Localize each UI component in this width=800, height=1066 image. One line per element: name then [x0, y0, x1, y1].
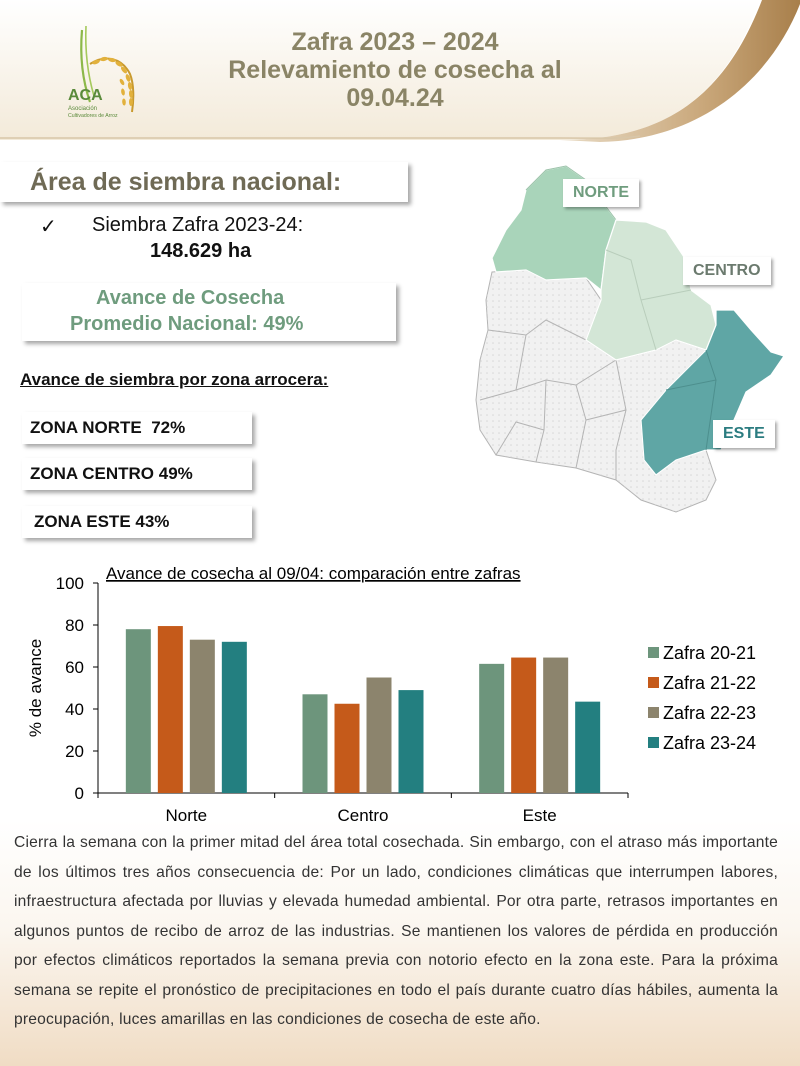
y-tick-label: 80	[65, 616, 84, 635]
zona-centro-label: ZONA CENTRO 49%	[30, 464, 193, 483]
bar	[543, 658, 568, 793]
legend-label: Zafra 21-22	[663, 673, 757, 693]
checkmark-icon: ✓	[40, 216, 57, 238]
logo-acronym: ACA	[68, 87, 103, 104]
map-label-centro: CENTRO	[683, 257, 771, 285]
area-title: Área de siembra nacional:	[30, 168, 342, 196]
siembra-label: Siembra Zafra 2023-24:	[92, 214, 304, 236]
legend-swatch	[648, 677, 659, 688]
category-label: Norte	[165, 806, 208, 825]
legend-swatch	[648, 737, 659, 748]
avance-line-2: Promedio Nacional: 49%	[70, 313, 304, 335]
bar	[575, 702, 600, 793]
bar	[158, 626, 183, 793]
chart-title: Avance de cosecha al 09/04: comparación entre zafras	[106, 564, 521, 583]
bar	[222, 642, 247, 793]
y-tick-label: 100	[55, 574, 84, 593]
y-tick-label: 0	[74, 784, 84, 803]
chart-svg	[0, 560, 800, 830]
zona-centro-box	[22, 458, 252, 490]
legend-label: Zafra 20-21	[663, 643, 757, 663]
title-line-1: Zafra 2023 – 2024	[291, 28, 499, 56]
legend-swatch	[648, 647, 659, 658]
bar	[303, 694, 328, 793]
zona-heading: Avance de siembra por zona arrocera:	[20, 370, 329, 389]
summary-paragraph: Cierra la semana con la primer mitad del área total cosechada. Sin embargo, con el atraso más importante de los últimos tres años consecuencia de: Por un lado, condiciones climáticas que interrumpen labores, infraestructura afectada por lluvias y elevada humedad ambiental. Por otra parte, retrasos importantes en algunos puntos de recibo de arroz de las industrias. Se mantienen los valores de pérdida en producción por efectos climáticos reportados la semana previa con notorio efecto en la zona este. Para la próxima semana se repite el pronóstico de precipitaciones en todo el país durante cuatro días hábiles, aumenta la preocupación, luces amarillas en las condiciones de cosecha de este año.	[14, 834, 778, 1028]
y-tick-label: 20	[65, 742, 84, 761]
bar	[511, 658, 536, 793]
logo-line2: Cultivadores de Arroz	[68, 113, 118, 119]
bar	[335, 704, 360, 793]
zona-norte-box	[22, 412, 252, 444]
y-axis-label: % de avance	[26, 638, 45, 738]
map-label-norte: NORTE	[563, 179, 639, 207]
bar	[367, 678, 392, 794]
area-title-box	[0, 162, 408, 202]
map-label-este: ESTE	[713, 420, 775, 448]
avance-box	[22, 283, 396, 341]
bar	[190, 640, 215, 793]
bar	[399, 690, 424, 793]
legend-swatch	[648, 707, 659, 718]
y-tick-label: 40	[65, 700, 84, 719]
bar	[479, 664, 504, 793]
header	[0, 0, 800, 160]
zona-este-box	[22, 506, 252, 538]
legend-label: Zafra 22-23	[663, 703, 757, 723]
page-title	[190, 28, 600, 112]
title-line-2: Relevamiento de cosecha al	[228, 56, 562, 84]
zona-este-label: ZONA ESTE 43%	[34, 512, 170, 531]
logo-line1: Asociación	[68, 106, 98, 112]
zona-norte-label: ZONA NORTE 72%	[30, 418, 186, 437]
aca-logo	[60, 24, 150, 124]
siembra-value: 148.629 ha	[150, 240, 252, 262]
avance-line-1: Avance de Cosecha	[96, 287, 285, 309]
title-line-3: 09.04.24	[346, 84, 444, 112]
y-tick-label: 60	[65, 658, 84, 677]
uruguay-map	[466, 160, 796, 525]
category-label: Este	[522, 806, 557, 825]
legend-label: Zafra 23-24	[663, 733, 757, 753]
category-label: Centro	[337, 806, 389, 825]
harvest-chart	[0, 560, 800, 830]
bar	[126, 629, 151, 793]
